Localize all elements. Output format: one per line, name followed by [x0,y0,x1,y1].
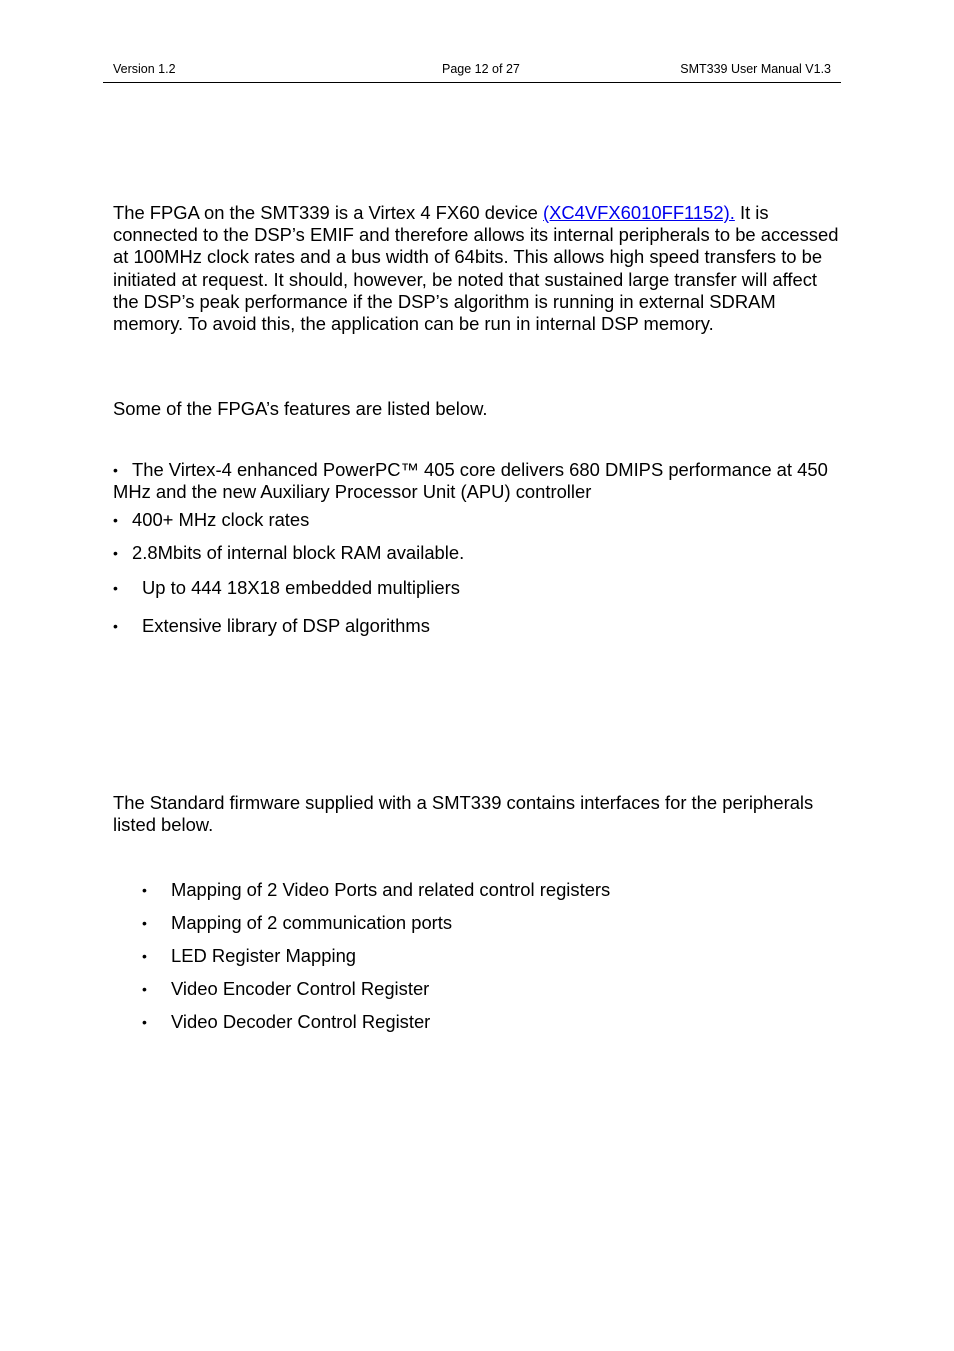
bullet-dot: • [142,915,147,931]
page-header [103,61,841,83]
firmware-text: Mapping of 2 Video Ports and related control registers [171,879,611,900]
feature-text: Extensive library of DSP algorithms [142,615,430,636]
intro-text-start: The FPGA on the SMT339 is a Virtex 4 FX60 device [113,202,544,223]
feature-text: 400+ MHz clock rates [132,509,310,530]
feature-item [113,459,853,503]
firmware-text: Video Decoder Control Register [171,1011,431,1032]
firmware-intro: The Standard firmware supplied with a SMT339 contains interfaces for the peripherals listed below. [113,792,814,836]
features-intro: Some of the FPGA’s features are listed below. [113,398,488,419]
bullet-dot: • [142,1014,147,1030]
header-manual-title: SMT339 User Manual V1.3 [680,62,831,76]
header-page-number: Page 12 of 27 [442,62,520,76]
intro-paragraph [113,202,843,335]
feature-text: The Virtex-4 enhanced PowerPC™ 405 core delivers 680 DMIPS performance at 450 MHz and the new Auxiliary Processor Unit (APU) controller [113,459,828,503]
bullet-dot: • [142,981,147,997]
device-part-link[interactable]: (XC4VFX6010FF1152). [543,202,735,223]
bullet-dot: • [142,948,147,964]
bullet-dot: • [113,618,118,634]
bullet-dot: • [113,580,118,596]
firmware-text: Mapping of 2 communication ports [171,912,453,933]
bullet-dot: • [113,545,118,561]
bullet-dot: • [113,512,118,528]
bullet-dot: • [113,462,118,478]
intro-text-rest: It is connected to the DSP’s EMIF and therefore allows its internal peripherals to be accessed at 100MHz clock rates and a bus width of 64bits. This allows high speed transfers to be initiated at request. It should, however, be noted that sustained large transfer will affect the DSP’s peak performance if the DSP’s algorithm is running in external SDRAM memory. To avoid this, the application can be run in internal DSP memory. [113,202,839,335]
firmware-text: LED Register Mapping [171,945,357,966]
firmware-text: Video Encoder Control Register [171,978,430,999]
header-version: Version 1.2 [113,62,176,76]
feature-text: 2.8Mbits of internal block RAM available. [132,542,465,563]
bullet-dot: • [142,882,147,898]
feature-text: Up to 444 18X18 embedded multipliers [142,577,460,598]
